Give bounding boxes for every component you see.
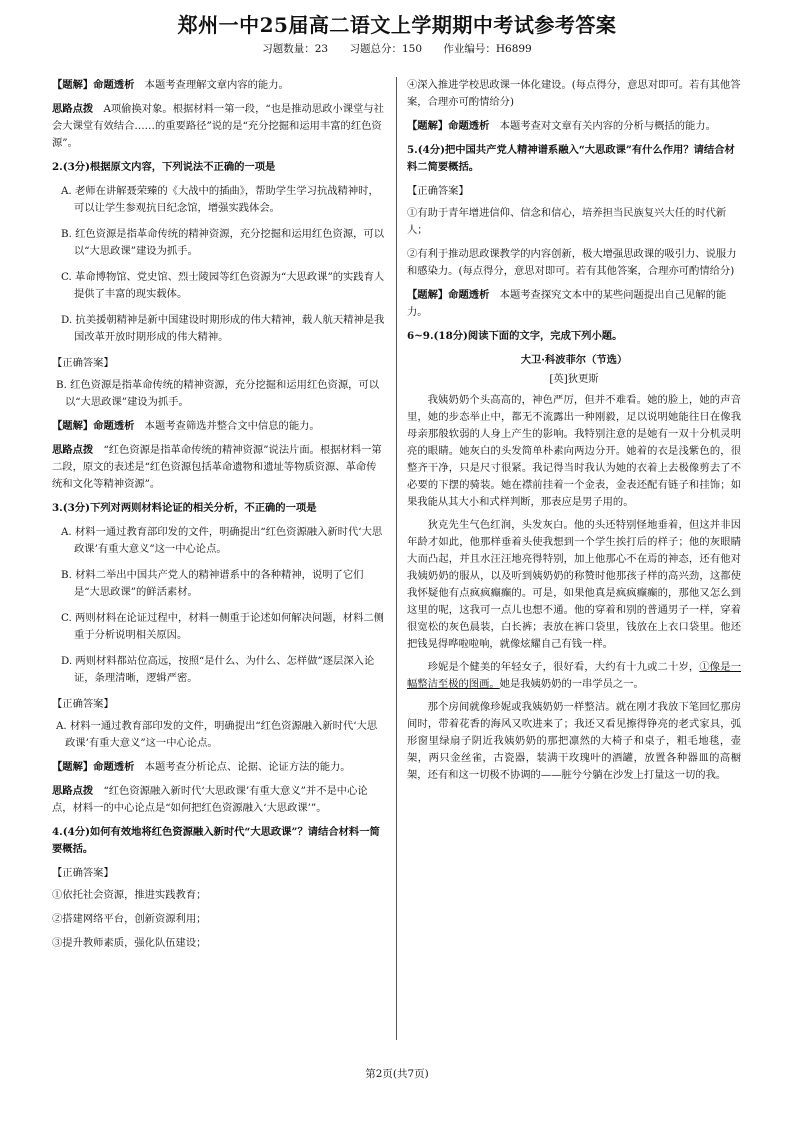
q1-analysis (52, 77, 386, 94)
q2-option-c: C. 革命博物馆、党史馆、烈士陵园等红色资源为“大思政课”的实践育人提供了丰富的现实载体。 (61, 271, 385, 300)
q4-analysis-text: 本题考查对文章有关内容的分析与概括的能力。 (499, 120, 716, 132)
q1-tip-tag: 思路点拨 (52, 103, 94, 115)
q2-analysis-tag: 【题解】命题透析 (52, 420, 135, 432)
q4-stem: 4.(4分)如何有效地将红色资源融入新时代“大思政课”？请结合材料一简要概括。 (52, 826, 380, 855)
q1-tip (52, 101, 386, 152)
q4-analysis (407, 118, 741, 135)
q3-tip-tag: 思路点拨 (52, 785, 94, 797)
q4-answer-3: ③提升教师素质，强化队伍建设； (52, 937, 207, 949)
q1-tip-text: A项偷换对象。根据材料一第一段，“也是推动思政小课堂与社会大课堂有效结合……的重要路径”说的是“充分挖掘和运用丰富的红色资源”。 (52, 103, 384, 149)
q2-tip (52, 442, 386, 493)
q3-analysis-text: 本题考查分析论点、论据、论证方法的能力。 (144, 761, 351, 773)
q3-option-d: D. 两则材料都站位高远，按照“是什么、为什么、怎样做”逐层深入论证，条理清晰，逻辑严密。 (61, 655, 375, 684)
total-score: 习题总分：150 (349, 43, 423, 55)
q2-option-a: A. 老师在讲解聂荣臻的《大战中的插曲》，帮助学生学习抗战精神时，可以让学生参观抗日纪念馆，增强实践体会。 (61, 185, 379, 214)
article-paragraph-4: 那个房间就像珍妮或我姨奶奶一样整洁。就在刚才我放下笔回忆那房间时，带着花香的海风又吹进来了；我还又看见擦得铮亮的老式家具，弧形窗里绿扇子阴近我姨奶奶的那把凛然的大椅子和桌子，粗毛地毯，壶架，两只金丝雀，古瓷器，装满干玫瑰叶的酒罐，放置各种器皿的高橱架，还有和这一切极不协调的——脏兮兮躺在沙发上打量这一切的我。 (407, 701, 741, 781)
q5-answer-2: ②有利于推动思政课教学的内容创新，极大增强思政课的吸引力、说服力和感染力。(每点得分，意思对即可。若有其他答案，合理亦可酌情给分) (407, 248, 737, 277)
q2-correct-answer: B. 红色资源是指革命传统的精神资源，充分挖掘和运用红色资源，可以以“大思政课”建设为抓手。 (56, 379, 380, 408)
q2-option-b: B. 红色资源是指革命传统的精神资源，充分挖掘和运用红色资源，可以以“大思政课”建设为抓手。 (61, 228, 385, 257)
q4-correct-tag: 【正确答案】 (52, 867, 114, 879)
para3-text-before: 珍妮是个健美的年轻女子，很好看，大约有十九或二十岁， (427, 661, 700, 673)
q5-analysis (407, 287, 741, 321)
q5-answer-1: ①有助于青年增进信仰、信念和信心，培养担当民族复兴大任的时代新人； (407, 207, 727, 236)
underlined-sentence-1: ①像是一幅整洁至极的图画。 (407, 661, 742, 690)
question-count: 习题数量：23 (262, 43, 329, 55)
q3-option-c: C. 两则材料在论证过程中，材料一侧重于论述如何解决问题，材料二侧重于分析说明相关原因。 (61, 612, 384, 641)
q3-correct-tag: 【正确答案】 (52, 698, 114, 710)
q3-tip-text: “红色资源融入新时代‘大思政课’有重大意义”并不是中心论点，材料一的中心论点是“如何把红色资源融入‘大思政课’”。 (52, 785, 368, 814)
q3-stem: 3.(3分)下列对两则材料论证的相关分析，不正确的一项是 (52, 502, 317, 514)
q6-9-stem: 6~9.(18分)阅读下面的文字，完成下列小题。 (407, 330, 623, 342)
q3-correct-answer: A. 材料一通过教育部印发的文件，明确提出“红色资源融入新时代‘大思政课’有重大意义”这一中心论点。 (56, 720, 378, 749)
q4-answer-2: ②搭建网络平台，创新资源利用； (52, 913, 207, 925)
para3-text-after: 她是我姨奶奶的一串学员之一。 (499, 678, 644, 690)
q4-answer-4: ④深入推进学校思政课一体化建设。(每点得分，意思对即可。若有其他答案，合理亦可酌情给分) (407, 79, 741, 108)
q4-analysis-tag: 【题解】命题透析 (407, 120, 490, 132)
q5-correct-tag: 【正确答案】 (407, 185, 469, 197)
exam-meta (0, 41, 794, 57)
q5-analysis-tag: 【题解】命题透析 (407, 289, 490, 301)
q3-analysis (52, 759, 386, 776)
q1-analysis-tag: 【题解】命题透析 (52, 79, 135, 91)
article-title: 大卫·科波菲尔（节选） (520, 354, 628, 366)
q3-option-b: B. 材料二举出中国共产党人的精神谱系中的各种精神，说明了它们是“大思政课”的鲜活素材。 (61, 569, 364, 598)
q2-option-d: D. 抗美援朝精神是新中国建设时期形成的伟大精神，载人航天精神是我国改革开放时期形成的伟大精神。 (61, 314, 385, 343)
left-column (52, 77, 386, 959)
q3-option-a: A. 材料一通过教育部印发的文件，明确提出“红色资源融入新时代‘大思政课’有重大意义”这一中心论点。 (61, 526, 383, 555)
page-title: 郑州一中25届高二语文上学期期中考试参考答案 (177, 13, 617, 37)
q2-correct-tag: 【正确答案】 (52, 357, 114, 369)
assignment-code: 作业编号：H6899 (443, 43, 532, 55)
article-paragraph-1: 我姨奶奶个头高高的，神色严厉，但并不难看。她的脸上，她的声音里，她的步态举止中，都无不流露出一种刚毅，足以说明她能往日在像我母亲那般软弱的人身上产生的影响。我特别注意的是她有一双十分机灵明亮的眼睛。她灰白的头发简单朴素向两边分开。她着的衣是浅紫色的，很整齐干净，只是尺寸很紧。我记得当时我认为她的衣着上去极像剪去了不必要的下摆的骑装。她在襟前挂着一个金表，金表还配有链子和挂饰；如果我能从其大小和式样判断，那表应是男子用的。 (407, 394, 741, 508)
q1-analysis-text: 本题考查理解文章内容的能力。 (144, 79, 289, 91)
page-number: 第2页(共7页) (365, 1068, 429, 1080)
column-divider (396, 77, 397, 1040)
q2-tip-text: “红色资源是指革命传统的精神资源”说法片面。根据材料一第二段，原文的表述是“红色资源包括革命遗物和遗址等物质资源、革命传统和文化等精神资源”。 (52, 444, 382, 490)
q2-analysis (52, 418, 386, 435)
article-paragraph-3 (407, 659, 741, 693)
right-column (407, 77, 741, 790)
q5-analysis-text: 本题考查探究文本中的某些问题提出自己见解的能力。 (407, 289, 727, 318)
q5-stem: 5.(4分)把中国共产党人精神谱系融入“大思政课”有什么作用？请结合材料二简要概括。 (407, 144, 735, 173)
q3-analysis-tag: 【题解】命题透析 (52, 761, 135, 773)
q4-answer-1: ①依托社会资源，推进实践教育； (52, 889, 207, 901)
q3-tip (52, 783, 386, 817)
article-paragraph-2: 狄克先生气色红润，头发灰白。他的头还特别怪地垂着，但这并非因年龄才如此，他那样垂着头使我想到一个学生挨打后的样子；他的灰眼睛大而凸起，并且水汪汪地亮得特别，加上他那心不在焉的神态，还有他对我姨奶奶的服从，以及听到姨奶奶的称赞时他那孩子样的高兴劲，这都使我怀疑他有点疯疯癫癫的。可是，如果他真是疯疯癫癫的，那他又怎么到这里的呢，这我可一点儿也想不通。他的穿着和别的普通男子一样，穿着很宽松的灰色晨装，白长裤；表放在裤口袋里，钱放在上衣口袋里。他还把钱晃得哗啦啦响，就像炫耀自己有钱一样。 (407, 519, 741, 650)
q2-tip-tag: 思路点拨 (52, 444, 94, 456)
page-header (0, 10, 794, 57)
article-author: [英]狄更斯 (549, 373, 599, 385)
q2-analysis-text: 本题考查筛选并整合文中信息的能力。 (144, 420, 320, 432)
q2-stem: 2.(3分)根据原文内容，下列说法不正确的一项是 (52, 161, 276, 173)
